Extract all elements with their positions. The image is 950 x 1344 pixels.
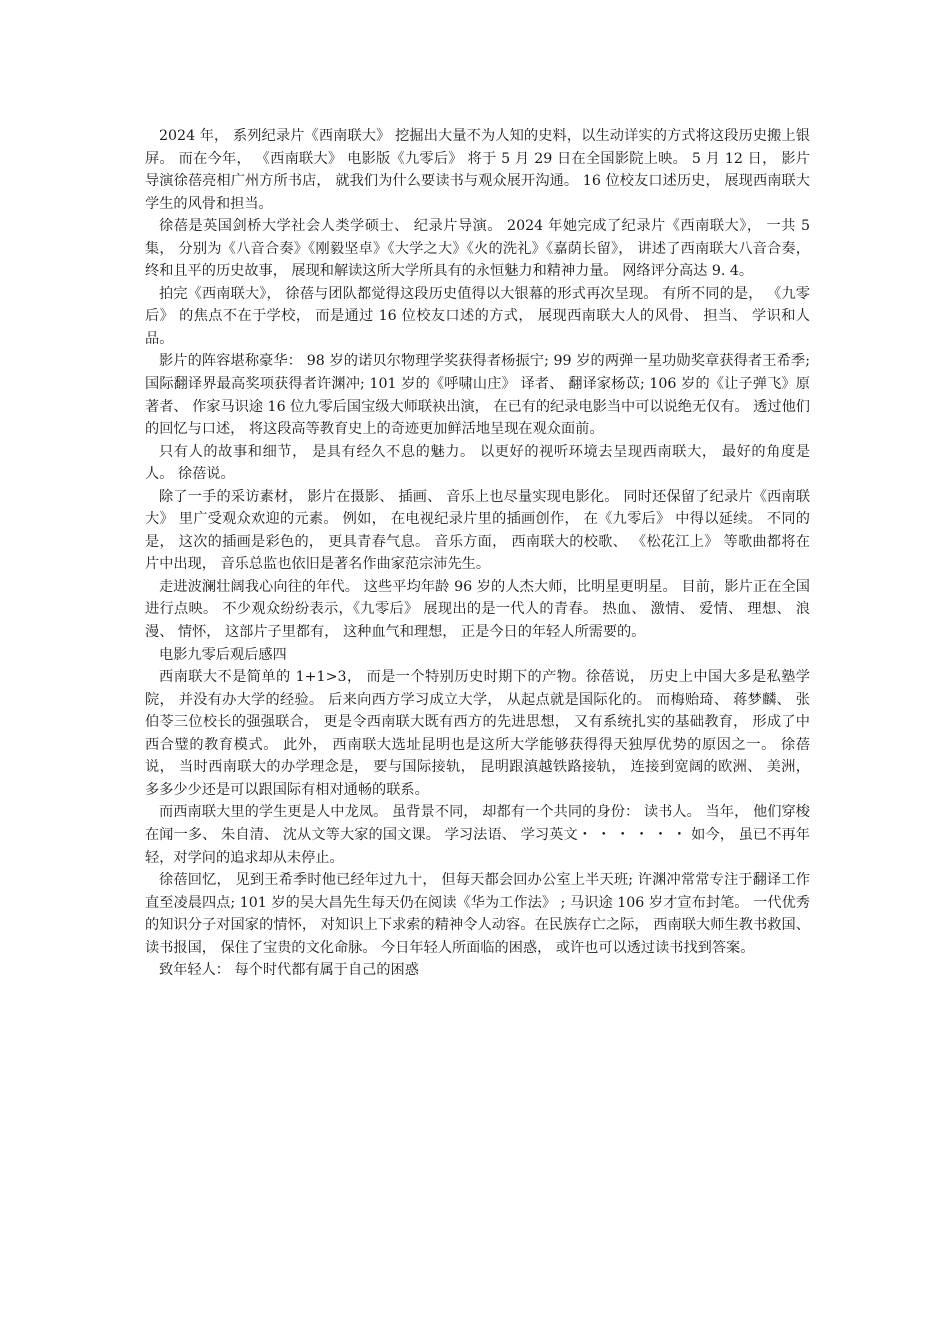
paragraph: 徐蓓是英国剑桥大学社会人类学硕士、 纪录片导演。 2024 年她完成了纪录片《西南联大》， 一共 5 集， 分别为《八音合奏》《刚毅坚卓》《大学之大》《火的洗礼》《嘉荫长留》， 讲述了西南联大八音合奏，终和且平的历史故事， 展现和解读这所大学所具有的永恒魅力和精神力量。 网络评分高达 9. 4。	[145, 218, 810, 280]
section-heading: 电影九零后观后感四	[159, 646, 287, 663]
paragraph: 西南联大不是简单的 1+1>3， 而是一个特别历史时期下的产物。徐蓓说， 历史上中国大多是私塾学院， 并没有办大学的经验。 后来向西方学习成立大学， 从起点就是国际化的。 而梅贻琦、 蒋梦麟、 张伯苓三位校长的强强联合， 更是令西南联大既有西方的先进思想， 又有系统扎实的基础教育， 形成了中西合璧的教育模式。 此外， 西南联大选址昆明也是这所大学能够获得得天独厚优势的原因之一。 徐蓓说， 当时西南联大的办学理念是， 要与国际接轨， 昆明跟滇越铁路接轨， 连接到宽阔的欧洲、 美洲， 多多少少还是可以跟国际有相对通畅的联系。	[145, 669, 810, 798]
paragraph: 拍完《西南联大》， 徐蓓与团队都觉得这段历史值得以大银幕的形式再次呈现。 有所不同的是， 《九零后》 的焦点不在于学校， 而是通过 16 位校友口述的方式， 展现西南联大人的风骨、 担当、 学识和人品。	[145, 285, 810, 347]
document-body	[145, 125, 810, 982]
paragraph: 只有人的故事和细节， 是具有经久不息的魅力。 以更好的视听环境去呈现西南联大， 最好的角度是人。 徐蓓说。	[145, 443, 810, 483]
paragraph: 2024 年， 系列纪录片《西南联大》 挖掘出大量不为人知的史料，以生动详实的方式将这段历史搬上银屏。 而在今年， 《西南联大》 电影版《九零后》 将于 5 月 29 日在全国影院上映。 5 月 12 日， 影片导演徐蓓亮相广州方所书店， 就我们为什么要读书与观众展开沟通。 16 位校友口述历史， 展现西南联大学生的风骨和担当。	[145, 128, 810, 212]
paragraph: 徐蓓回忆， 见到王希季时他已经年过九十， 但每天都会回办公室上半天班; 许渊冲常常专注于翻译工作直至凌晨四点; 101 岁的吴大昌先生每天仍在阅读《华为工作法》 ; 马识途 106 岁才宣布封笔。 一代优秀的知识分子对国家的情怀， 对知识上下求索的精神令人动容。在民族存亡之际， 西南联大师生教书救国、 读书报国， 保住了宝贵的文化命脉。 今日年轻人所面临的困惑， 或许也可以透过读书找到答案。	[145, 872, 810, 956]
paragraph: 影片的阵容堪称豪华： 98 岁的诺贝尔物理学奖获得者杨振宁; 99 岁的两弹一星功勋奖章获得者王希季; 国际翻译界最高奖项获得者许渊冲; 101 岁的《呼啸山庄》 译者、 翻译家杨苡; 106 岁的《让子弹飞》原著者、 作家马识途 16 位九零后国宝级大师联袂出演， 在已有的纪录电影当中可以说绝无仅有。 透过他们的回忆与口述， 将这段高等教育史上的奇迹更加鲜活地呈现在观众面前。	[145, 353, 810, 438]
paragraph: 而西南联大里的学生更是人中龙凤。 虽背景不同， 却都有一个共同的身份： 读书人。 当年， 他们穿梭在闻一多、 朱自清、 沈从文等大家的国文课。 学习法语、 学习英文・ ・ ・ ・ ・ ・ 如今， 虽已不再年轻，对学问的追求却从未停止。	[145, 804, 810, 866]
paragraph: 除了一手的采访素材， 影片在摄影、 插画、 音乐上也尽量实现电影化。 同时还保留了纪录片《西南联大》 里广受观众欢迎的元素。 例如， 在电视纪录片里的插画创作， 在《九零后》 中得以延续。 不同的是， 这次的插画是彩色的， 更具青春气息。 音乐方面， 西南联大的校歌、 《松花江上》 等歌曲都将在片中出现， 音乐总监也依旧是著名作曲家范宗沛先生。	[145, 488, 810, 573]
paragraph: 致年轻人： 每个时代都有属于自己的困惑	[159, 962, 419, 979]
paragraph: 走进波澜壮阔我心向往的年代。 这些平均年龄 96 岁的人杰大师，比明星更明星。 目前，影片正在全国进行点映。 不少观众纷纷表示，《九零后》 展现出的是一代人的青春。 热血、 激情、 爱情、 理想、 浪漫、 情怀， 这部片子里都有， 这种血气和理想， 正是今日的年轻人所需要的。	[145, 578, 810, 641]
